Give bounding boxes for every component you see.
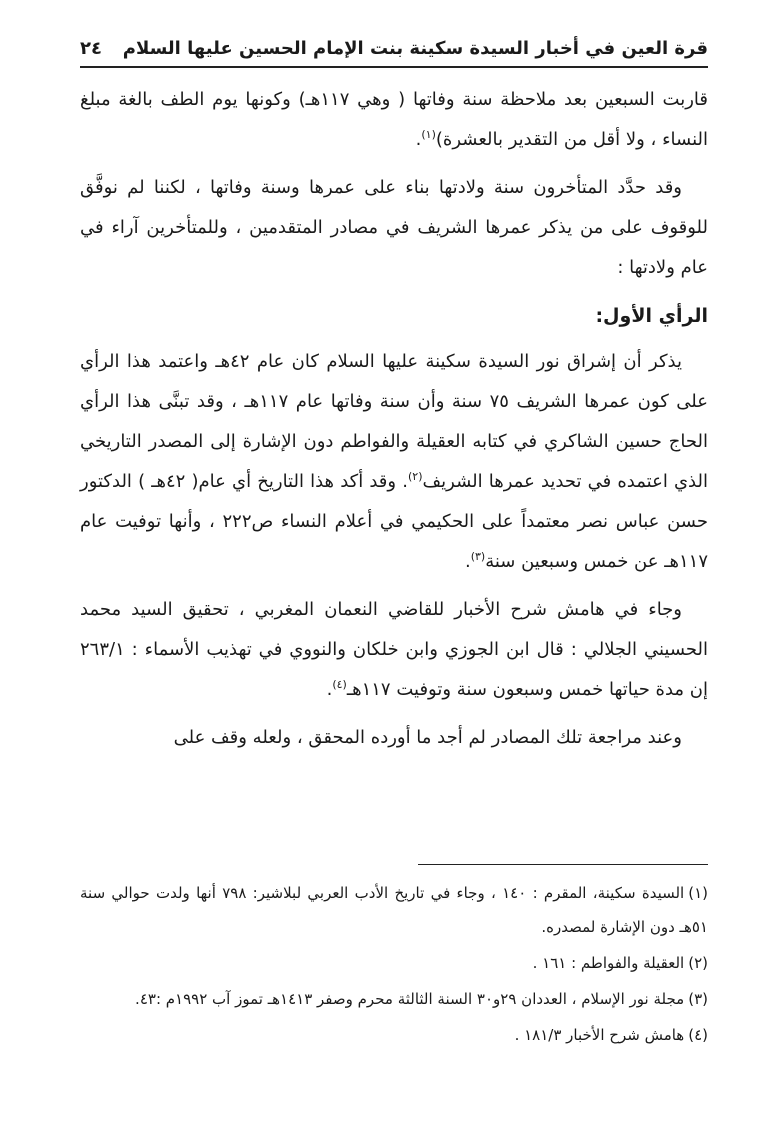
main-text	[80, 80, 708, 766]
paragraph-1	[80, 80, 708, 160]
paragraph-3b-end: .	[464, 551, 471, 572]
footnote-ref-3: (٣)	[470, 550, 486, 563]
footnote-rule	[418, 864, 708, 865]
paragraph-4-text: وجاء في هامش شرح الأخبار للقاضي النعمان المغربي ، تحقيق السيد محمد الحسيني الجلالي : قال ابن الجوزي وابن خلكان والنووي في تهذيب الأسماء : ٢٦٣/١ إن مدة حياتها خمس وسبعون سنة وتوفيت ١١٧هـ	[80, 599, 708, 700]
paragraph-1-text: قاربت السبعين بعد ملاحظة سنة وفاتها ( وهي ١١٧هـ) وكونها يوم الطف بالغة مبلغ النساء ، ولا أقل من التقدير بالعشرة)	[80, 89, 709, 150]
footnote-number: (١)	[688, 884, 708, 902]
page-number: ٢٤	[80, 37, 102, 59]
section-heading: الرأي الأول:	[595, 305, 708, 327]
footnote-3	[80, 982, 708, 1016]
header-rule	[80, 66, 708, 68]
paragraph-3	[80, 342, 708, 582]
paragraph-4	[80, 590, 708, 710]
paragraph-2-text: وقد حدَّد المتأخرون سنة ولادتها بناء على عمرها وسنة وفاتها ، لكننا لم نوفَّق للوقوف على من يذكر عمرها الشريف في مصادر المتقدمين ، وللمتأخرين آراء في عام ولادتها :	[80, 177, 708, 278]
footnote-text: هامش شرح الأخبار ١٨١/٣ .	[514, 1026, 685, 1044]
running-title: قرة العين في أخبار السيدة سكينة بنت الإمام الحسين عليها السلام	[122, 37, 708, 59]
paragraph-3-end: .	[396, 471, 408, 492]
footnote-1	[80, 876, 708, 944]
footnote-number: (٤)	[688, 1026, 708, 1044]
footnote-2	[80, 946, 708, 980]
footnote-text: العقيلة والفواطم : ١٦١ .	[532, 954, 685, 972]
footnote-ref-4: (٤)	[332, 678, 347, 691]
paragraph-3-text: يذكر أن إشراق نور السيدة سكينة عليها السلام كان عام ٤٢هـ واعتمد هذا الرأي على كون عمرها الشريف ٧٥ سنة وأن سنة وفاتها عام ١١٧هـ ، وقد تبنَّى هذا الرأي الحاج حسين الشاكري في كتابه العقيلة والفواطم دون الإشارة إلى المصدر التاريخي الذي اعتمده في تحديد عمرها الشريف	[80, 351, 708, 492]
footnote-text: مجلة نور الإسلام ، العددان ٢٩و٣٠ السنة الثالثة محرم وصفر ١٤١٣هـ تموز آب ١٩٩٢م :٤٣.	[135, 990, 685, 1008]
running-header	[80, 30, 708, 66]
footnote-number: (٣)	[688, 990, 708, 1008]
paragraph-2	[80, 168, 708, 288]
footnote-text: السيدة سكينة، المقرم : ١٤٠ ، وجاء في تاريخ الأدب العربي لبلاشير: ٧٩٨ أنها ولدت حوالي سنة ٥١هـ دون الإشارة لمصدره.	[80, 884, 708, 936]
footnote-4	[80, 1018, 708, 1052]
paragraph-4-end: .	[326, 679, 333, 700]
paragraph-5-text: وعند مراجعة تلك المصادر لم أجد ما أورده المحقق ، ولعله وقف على	[173, 727, 682, 748]
footnote-ref-2: (٢)	[407, 470, 423, 483]
paragraph-1-end: .	[415, 129, 422, 150]
footnote-ref-1: (١)	[421, 128, 436, 141]
paragraph-5	[80, 718, 708, 758]
paragraph-3b-text: وقد أكد هذا التاريخ أي عام( ٤٢هـ ) الدكتور حسن عباس نصر معتمداً على الحكيمي في أعلام النساء ص٢٢٢ ، وأنها توفيت عام ١١٧هـ عن خمس وسبعين سنة	[80, 471, 708, 572]
footnotes	[80, 876, 708, 1054]
footnote-number: (٢)	[688, 954, 708, 972]
